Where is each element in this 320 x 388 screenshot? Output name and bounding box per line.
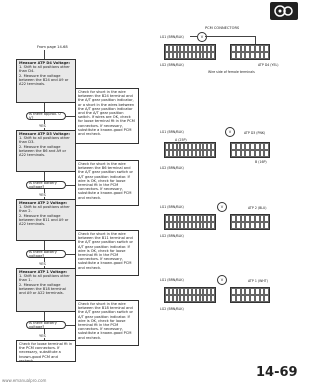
lg1-label: LG1 (BRN/BLK) (160, 35, 184, 39)
connector-b-grid (230, 287, 270, 303)
voltmeter-icon: V (217, 202, 227, 212)
step-item: 1. Shift to all positions other than D4. (19, 65, 70, 74)
a25p-label: A (25P) (175, 138, 187, 142)
lg1-label: LG1 (BRN/BLK) (160, 205, 184, 209)
wire-side-note: Wire side of female terminals (208, 70, 255, 74)
step-atp-d3 (16, 130, 76, 172)
step-title: Measure ATP D4 Voltage: (19, 61, 71, 65)
connector-b-grid (230, 44, 270, 60)
step-title: Measure ATP 1 Voltage: (19, 270, 68, 274)
question-d4: Is there approx. 0 V? (26, 112, 66, 120)
step-title: Measure ATP 2 Voltage: (19, 201, 68, 205)
step-item: 2. Measure the voltage between the B11 and A9 or A22 terminals. (19, 213, 69, 227)
lg1-label: LG1 (BRN/BLK) (160, 130, 184, 134)
connector-a-grid (164, 44, 216, 60)
lg2-label: LG2 (BRN/BLK) (160, 63, 184, 67)
connector-b-grid (230, 214, 270, 230)
step-item: 2. Measure the voltage between the B18 terminal and A9 or A22 terminals. (19, 282, 66, 296)
lg2-label: LG2 (BRN/BLK) (160, 307, 184, 311)
atp-1-label: ATP 1 (WHT) (248, 279, 268, 283)
step-item: 1. Shift to all positions other than 2. (19, 205, 70, 214)
page-number: 14-69 (256, 365, 298, 380)
lg1-label: LG1 (BRN/BLK) (160, 278, 184, 282)
watermark: www.emanualpro.com (2, 378, 47, 383)
check-box-d4: Check for short in the wire between the B24 terminal and the A/T gear position indicator, or a short in the wires between the A/T gear position indicator and the A/T gear position switch. If wires are OK, check for loose terminal fit in the PCM connectors. If necessary, substitute a known-good PCM and recheck. (75, 88, 139, 144)
atp-2-label: ATP 2 (BLU) (248, 206, 267, 210)
step-title: Measure ATP D3 Voltage: (19, 132, 71, 136)
voltmeter-icon: V (225, 127, 235, 137)
step-item: 1. Shift to all positions other than 1. (19, 274, 70, 283)
question-1: Is there battery voltage? (26, 321, 66, 329)
step-atp-d4 (16, 59, 76, 103)
pcm-connectors-label: PCM CONNECTORS (205, 26, 240, 30)
check-box-2: Check for short in the wire between the B11 terminal and the A/T gear position switch or A/T gear position indicator. If wire is OK, check for loose terminal fit in the PCM connectors. If necessary, substitute a known-good PCM and recheck. (75, 230, 139, 276)
step-item: 2. Measure the voltage between the B6 and A9 or A22 terminals. (19, 144, 67, 158)
step-item: 2. Measure the voltage between the B24 and A9 or A22 terminals. (19, 73, 69, 87)
atp-d4-label: ATP D4 (YEL) (258, 63, 279, 67)
lg2-label: LG2 (BRN/BLK) (160, 234, 184, 238)
lg2-label: LG2 (BRN/BLK) (160, 166, 184, 170)
transmission-gear-icon (270, 2, 298, 20)
question-d3: Is there battery voltage? (26, 181, 66, 189)
atp-d3-label: ATP D3 (PNK) (244, 131, 266, 135)
step-atp-2 (16, 199, 76, 241)
final-check-box: Check for loose terminal fit in the PCM connectors. If necessary, substitute a known-good PCM and recheck. (16, 340, 76, 362)
yes-label: YES (39, 124, 46, 128)
voltmeter-icon: V (197, 32, 207, 42)
yes-label: YES (39, 262, 46, 266)
section-badge (270, 2, 298, 20)
connector-a-grid (164, 287, 216, 303)
from-page-label: From page 14-68 (37, 45, 68, 49)
step-atp-1 (16, 268, 76, 312)
yes-label: YES (39, 334, 46, 338)
check-box-d3: Check for short in the wire between the B6 terminal and the A/T gear position switch or A/T gear position indicator. If wire is OK, check for loose terminal fit in the PCM connectors. If necessary, substitute a known-good PCM and recheck. (75, 160, 139, 206)
voltmeter-icon: V (217, 275, 227, 285)
check-box-1: Check for short in the wire between the B18 terminal and the A/T gear position switch or A/T gear position indicator. If wire is OK, check for loose terminal fit in the PCM connectors. If necessary, substitute a known-good PCM and recheck. (75, 300, 139, 346)
step-item: 1. Shift to all positions other than D3. (19, 136, 70, 145)
yes-label: YES (39, 193, 46, 197)
b16p-label: B (16P) (255, 160, 267, 164)
connector-a-grid (164, 142, 216, 158)
connector-b-grid (230, 142, 270, 158)
connector-a-grid (164, 214, 216, 230)
question-2: Is there battery voltage? (26, 250, 66, 258)
